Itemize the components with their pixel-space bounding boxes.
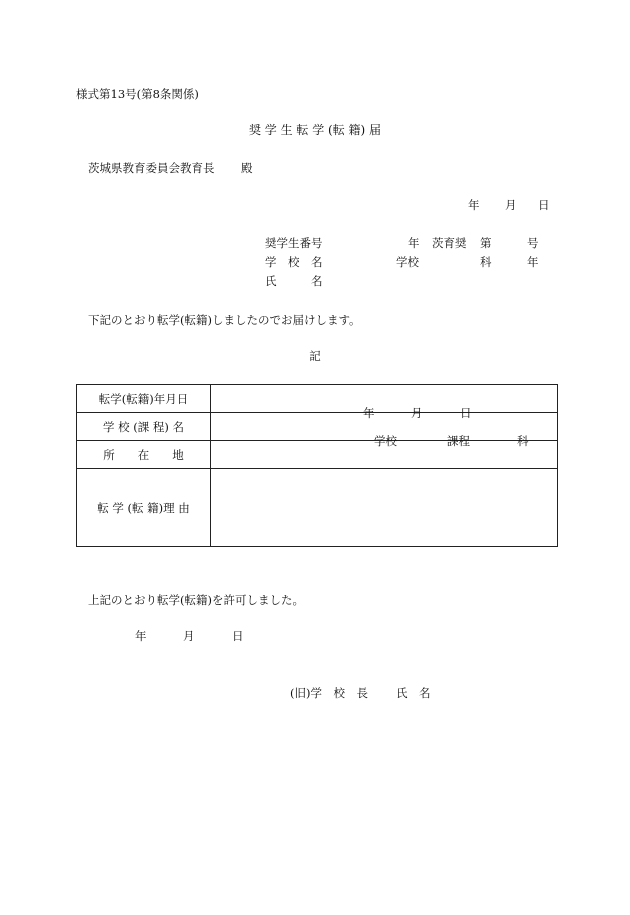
- addressee: 茨城県教育委員会教育長: [88, 161, 215, 175]
- applicant-name-label: 氏 名: [265, 274, 323, 288]
- transfer-date-year: 年: [363, 405, 375, 420]
- notice-text: 下記のとおり転学(転籍)しましたのでお届けします。: [88, 313, 361, 327]
- transfer-date-month: 月: [411, 405, 423, 420]
- transfer-reason-label: 転 学 (転 籍)理 由: [77, 469, 211, 547]
- school-course-school: 学校: [374, 433, 397, 448]
- header-date-month: 月: [505, 198, 517, 212]
- transfer-details-table: [76, 384, 558, 547]
- footer-date-year: 年: [135, 629, 147, 643]
- school-suffix: 学校: [396, 255, 419, 269]
- transfer-date-value[interactable]: [211, 385, 558, 420]
- header-date-year: 年: [468, 198, 480, 212]
- student-number-prefix: 茨育奨: [432, 236, 467, 250]
- table-row: [77, 385, 558, 413]
- document-title: 奨 学 生 転 学 (転 籍) 届: [248, 123, 382, 137]
- transfer-reason-value[interactable]: [211, 469, 558, 547]
- school-course-dept: 科: [517, 433, 529, 448]
- footer-date-day: 日: [232, 629, 244, 643]
- honorific: 殿: [241, 161, 253, 175]
- grade-suffix: 年: [527, 255, 539, 269]
- ki-heading: 記: [309, 349, 321, 363]
- transfer-date-label: 転学(転籍)年月日: [77, 385, 211, 413]
- school-course-value[interactable]: [211, 413, 558, 448]
- student-number-label: 奨学生番号: [265, 236, 323, 250]
- student-number-year: 年: [408, 236, 420, 250]
- address-label: 所 在 地: [77, 441, 211, 469]
- principal-name-label: 氏 名: [396, 686, 431, 700]
- student-number-dai: 第: [480, 236, 492, 250]
- school-name-label: 学 校 名: [265, 255, 323, 269]
- table-row: [77, 441, 558, 469]
- footer-date-month: 月: [183, 629, 195, 643]
- student-number-go: 号: [527, 236, 539, 250]
- header-date-day: 日: [538, 198, 550, 212]
- school-course-course: 課程: [447, 433, 470, 448]
- transfer-date-day: 日: [460, 405, 472, 420]
- form-number: 様式第13号(第8条関係): [76, 87, 199, 101]
- table-row: [77, 413, 558, 441]
- table-row: [77, 469, 558, 547]
- principal-label: (旧)学 校 長: [290, 686, 368, 700]
- permission-text: 上記のとおり転学(転籍)を許可しました。: [88, 593, 304, 607]
- dept-suffix: 科: [480, 255, 492, 269]
- school-course-label: 学 校 (課 程) 名: [77, 413, 211, 441]
